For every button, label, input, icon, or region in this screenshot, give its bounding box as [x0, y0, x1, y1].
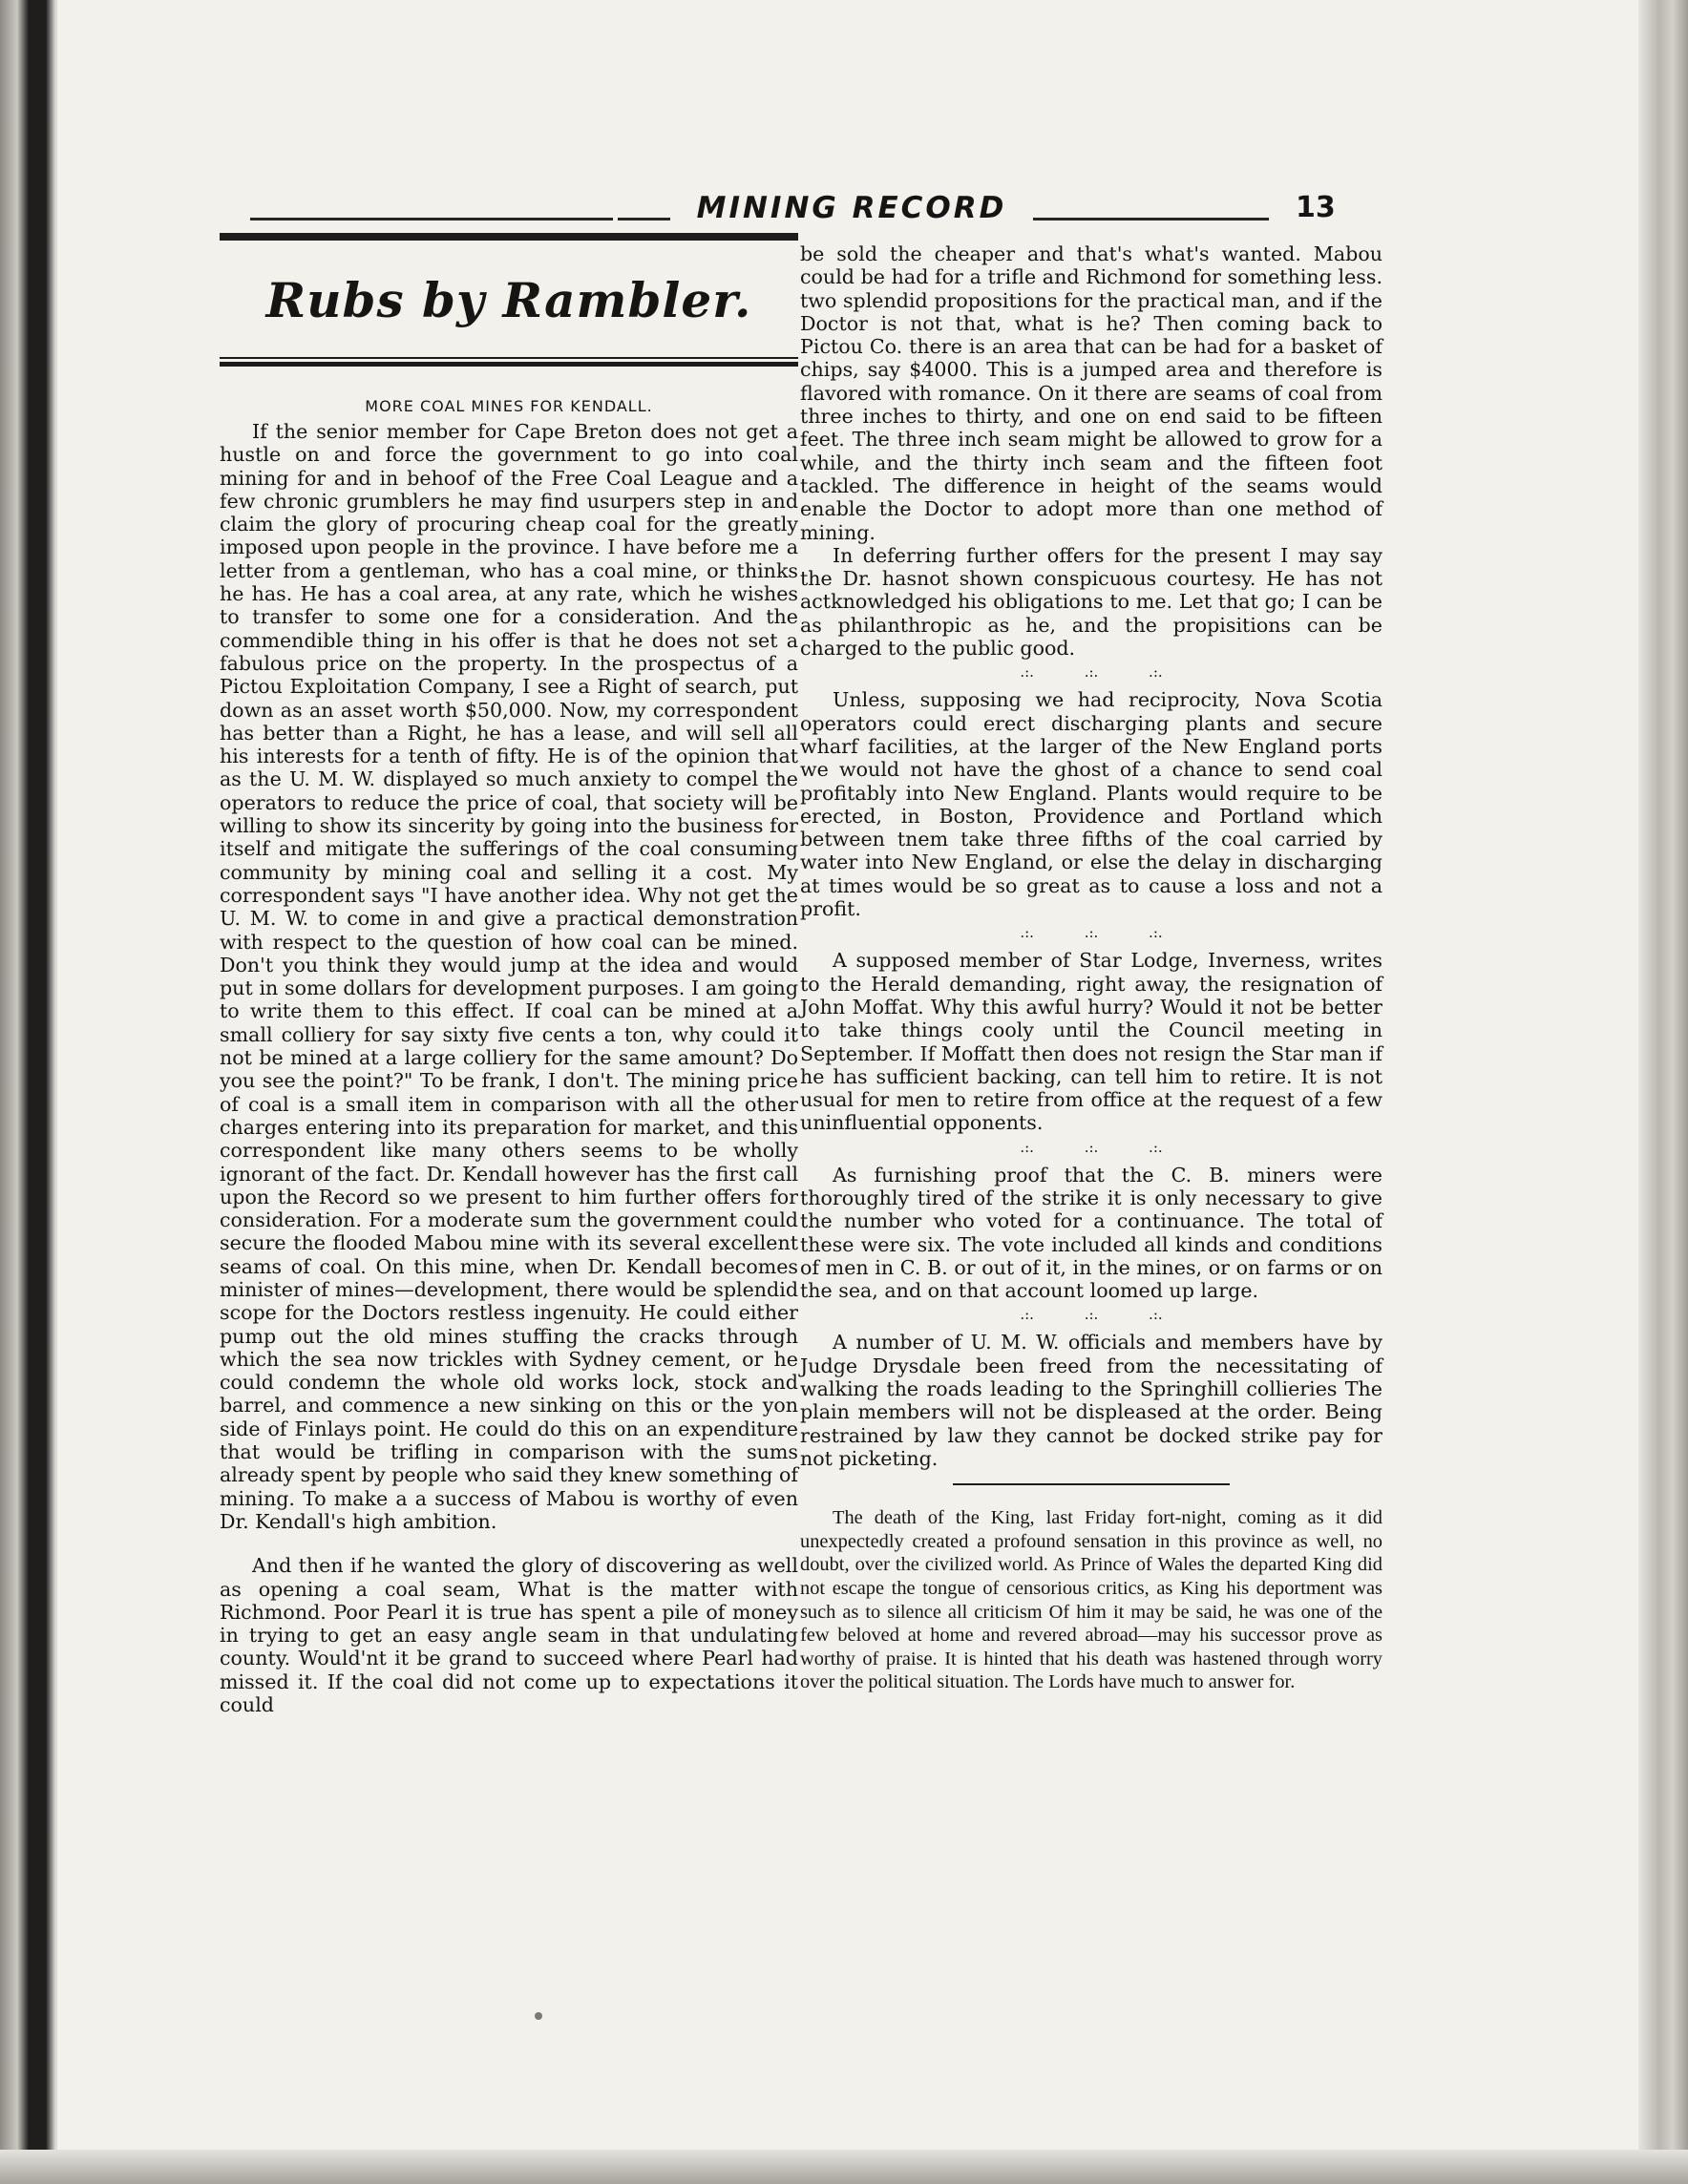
obituary-divider: [953, 1483, 1230, 1485]
paragraph-strike-vote: As furnishing proof that the C. B. miners were thoroughly tired of the strike it is only necessary to give the number who voted for a continuance. The total of these were six. The vote included all kinds and conditions of men in C. B. or out of it, in the mines, or on farms or on the sea, and on that account loomed up large.: [800, 1163, 1382, 1303]
paragraph-kendall: If the senior member for Cape Breton does not get a hustle on and force the government to go into coal mining for and in behoof of the Free Coal League and a few chronic grumblers he may find usurpers step in and claim the glory of procuring cheap coal for the greatly imposed upon people in the province. I have before me a letter from a gentleman, who has a coal mine, or thinks he has. He has a coal area, at any rate, which he wishes to transfer to some one for a consideration. And the commendible thing in his offer is that he does not set a fabulous price on the property. In the prospectus of a Pictou Exploitation Company, I see a Right of search, put down as an asset worth $50,000. Now, my correspondent has better than a Right, he has a lease, and will sell all his interests for a tenth of fifty. He is of the opinion that as the U. M. W. displayed so much anxiety to compel the operators to reduce the price of coal, that society will be willing to show its sincerity by going into the business for itself and mitigate the sufferings of the coal consuming community by mining coal and selling it a cost. My correspondent says "I have another idea. Why not get the U. M. W. to come in and give a practical demonstration with respect to the question of how coal can be mined. Don't you think they would jump at the idea and would put in some dollars for development purposes. I am going to write them to this effect. If coal can be mined at a small colliery for say sixty five cents a ton, why could it not be mined at a large colliery for the same amount? Do you see the point?" To be frank, I don't. The mining price of coal is a small item in comparison with all the other charges entering into its preparation for market, and this correspondent like many others seems to be wholly ignorant of the fact. Dr. Kendall however has the first call upon the Record so we present to him further offers for consideration. For a moderate sum the government could secure the flooded Mabou mine with its several excellent seams of coal. On this mine, when Dr. Kendall becomes minister of mines—development, there would be splendid scope for the Doctors restless ingenuity. He could either pump out the old mines stuffing the cracks through which the sea now trickles with Sydney cement, or he could condemn the whole old works lock, stock and barrel, and commence a new sinking on this or the yon side of Finlays point. He could do this on an expenditure that would be trifling in comparison with the sums already spent by people who said they knew something of mining. To make a a success of Mabou is worthy of even Dr. Kendall's high ambition.: [220, 420, 798, 1533]
right-page-edge: [1638, 0, 1688, 2184]
section-separator: .:. .:. .:.: [1020, 1306, 1163, 1324]
print-speck: [535, 2012, 542, 2020]
paragraph-death-of-king: The death of the King, last Friday fort-night, coming as it did unexpectedly created a profound sensation in this province as well, no doubt, over the civilized world. As Prince of Wales the departed King did not escape the tongue of censorious critics, as King his deportment was such as to silence all criticism Of him it may be said, he was one of the few beloved at home and revered abroad—may his successor prove as worthy of praise. It is hinted that his death was hastened through worry over the political situation. The Lords have much to answer for.: [800, 1507, 1382, 1693]
title-bottom-rule: [220, 357, 798, 367]
title-top-rule: [220, 233, 798, 241]
paragraph-springhill: A number of U. M. W. officials and members have by Judge Drysdale been freed from the necessitating of walking the roads leading to the Springhill collieries The plain members will not be displeased at the order. Being restrained by law they cannot be docked strike pay for not picketing.: [800, 1331, 1382, 1470]
running-header: [250, 191, 1337, 229]
paragraph-richmond-start: And then if he wanted the glory of discovering as well as opening a coal seam, What is the matter with Richmond. Poor Pearl it is true has spent a pile of money in trying to get an easy angle seam in that undulating county. Would'nt it be grand to succeed where Pearl had missed it. If the coal did not come up to expectations it could: [220, 1554, 798, 1717]
running-title: MINING RECORD: [670, 191, 1033, 225]
article-subhead: MORE COAL MINES FOR KENDALL.: [365, 397, 653, 415]
article-title: Rubs by Rambler.: [265, 272, 752, 328]
paragraph-star-lodge: A supposed member of Star Lodge, Inverness, writes to the Herald demanding, right away, the resignation of John Moffat. Why this awful hurry? Would it not be better to take things cooly until the Council meeting in September. If Moffatt then does not resign the Star man if he has sufficient backing, can tell him to retire. It is not usual for men to retire from office at the request of a few uninfluential opponents.: [800, 949, 1382, 1135]
section-separator: .:. .:. .:.: [1020, 924, 1163, 942]
paragraph-courtesy: In deferring further offers for the present I may say the Dr. hasnot shown conspicuous courtesy. He has not actknowledged his obligations to me. Let that go; I can be as philanthropic as he, and the propisitions can be charged to the public good.: [800, 543, 1382, 661]
section-separator: .:. .:. .:.: [1020, 663, 1163, 682]
section-separator: .:. .:. .:.: [1020, 1138, 1163, 1156]
bottom-page-edge: [0, 2150, 1688, 2184]
paragraph-gap: [220, 1533, 798, 1554]
binding-edge: [0, 0, 57, 2184]
paragraph-richmond-continued: be sold the cheaper and that's what's wanted. Mabou could be had for a trifle and Richmond for something less. two splendid propositions for the practical man, and if the Doctor is not that, what is he? Then coming back to Pictou Co. there is an area that can be had for a basket of chips, say $4000. This is a jumped area and therefore is flavored with romance. On it there are seams of coal from three inches to thirty, and one on end said to be fifteen feet. The three inch seam might be allowed to grow for a while, and the thirty inch seam and the fifteen foot tackled. The difference in height of the seams would enable the Doctor to adopt more than one method of mining.: [800, 242, 1382, 544]
page-number: 13: [1296, 191, 1336, 224]
right-column: [800, 242, 1382, 1694]
left-column: [220, 233, 798, 1716]
paragraph-reciprocity: Unless, supposing we had reciprocity, Nova Scotia operators could erect discharging plants and secure wharf facilities, at the larger of the New England ports we would not have the ghost of a chance to send coal profitably into New England. Plants would require to be erected, in Boston, Providence and Portland which between tnem take three fifths of the coal carried by water into New England, or else the delay in discharging at times would be so great as to cause a loss and not a profit.: [800, 688, 1382, 921]
header-rule-left: [250, 218, 613, 220]
